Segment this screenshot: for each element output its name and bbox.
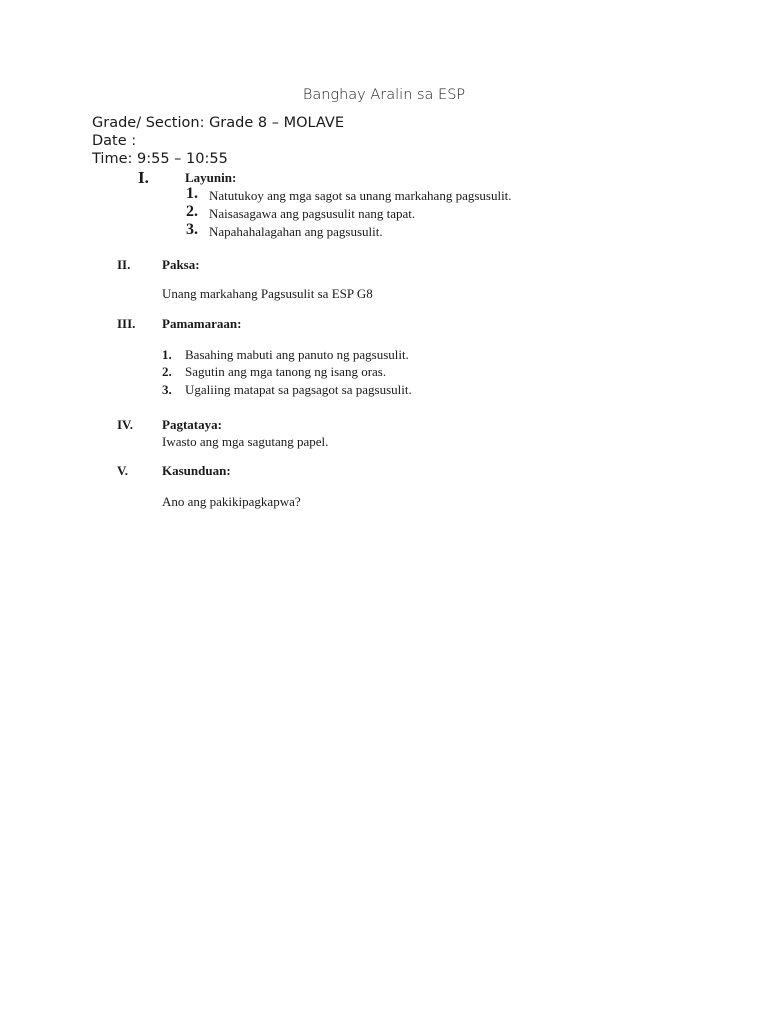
time-line: Time: 9:55 – 10:55 xyxy=(92,151,228,167)
list-item-number: 1. xyxy=(162,347,172,362)
section-body: Ano ang pakikipagkapwa? xyxy=(162,494,301,509)
list-item: Naisasagawa ang pagsusulit nang tapat. xyxy=(209,206,416,221)
list-item: Basahing mabuti ang panuto ng pagsusulit. xyxy=(185,347,409,362)
section-heading-paksa: Paksa: xyxy=(162,257,200,272)
section-heading-layunin: Layunin: xyxy=(185,170,237,185)
section-numeral: IV. xyxy=(117,417,134,432)
section-heading-pagtataya: Pagtataya: xyxy=(162,417,222,432)
section-body: Iwasto ang mga sagutang papel. xyxy=(162,434,329,449)
section-heading-kasunduan: Kasunduan: xyxy=(162,463,231,478)
section-numeral: V. xyxy=(117,463,128,478)
section-numeral: III. xyxy=(117,316,136,331)
section-body: Unang markahang Pagsusulit sa ESP G8 xyxy=(162,286,373,301)
section-numeral: II. xyxy=(117,257,131,272)
grade-section-line: Grade/ Section: Grade 8 – MOLAVE xyxy=(92,115,344,131)
section-heading-pamamaraan: Pamamaraan: xyxy=(162,316,242,331)
date-line: Date : xyxy=(92,133,137,149)
list-item-number: 3. xyxy=(186,221,198,238)
list-item: Napahahalagahan ang pagsusulit. xyxy=(209,224,383,239)
section-numeral: I. xyxy=(138,168,149,187)
list-item: Ugaliing matapat sa pagsagot sa pagsusulit. xyxy=(185,382,412,397)
list-item-number: 2. xyxy=(186,203,198,220)
list-item-number: 2. xyxy=(162,364,172,379)
document-title: Banghay Aralin sa ESP xyxy=(302,87,466,103)
list-item: Sagutin ang mga tanong ng isang oras. xyxy=(185,364,387,379)
list-item-number: 1. xyxy=(186,185,198,202)
list-item-number: 3. xyxy=(162,382,172,397)
list-item: Natutukoy ang mga sagot sa unang markahang pagsusulit. xyxy=(209,188,512,203)
